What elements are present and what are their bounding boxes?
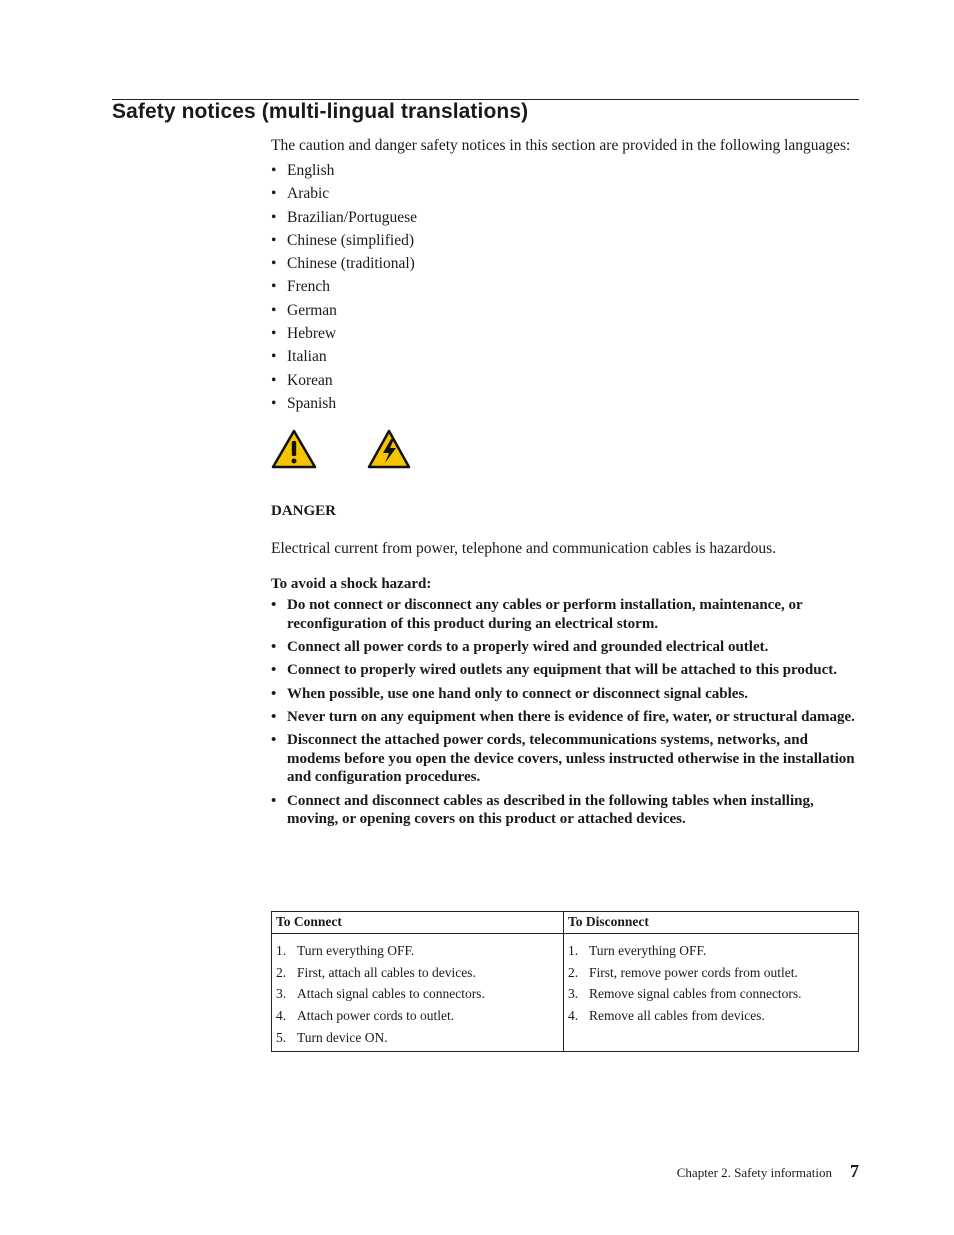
language-list bbox=[271, 159, 859, 415]
disconnect-steps-cell bbox=[564, 934, 859, 1052]
main-content bbox=[271, 136, 859, 834]
list-item bbox=[271, 206, 859, 229]
list-item bbox=[271, 345, 859, 368]
step-text: Turn everything OFF. bbox=[297, 943, 415, 958]
step-number: 1. bbox=[568, 943, 579, 958]
bullet: • bbox=[271, 792, 277, 809]
bullet: • bbox=[271, 371, 277, 389]
bullet: • bbox=[271, 162, 277, 179]
step-text: Turn everything OFF. bbox=[589, 943, 707, 958]
bullet: • bbox=[271, 208, 277, 226]
rule-text: Do not connect or disconnect any cables or perform installation, maintenance, or reconfiguration of this product during an electrical storm. bbox=[287, 597, 803, 632]
page-number: 7 bbox=[850, 1161, 859, 1181]
list-item bbox=[567, 983, 855, 1005]
connect-steps-cell bbox=[272, 934, 564, 1052]
hazard-icons bbox=[271, 429, 859, 473]
list-item bbox=[275, 983, 560, 1005]
bullet: • bbox=[271, 685, 277, 702]
rule-text: Connect and disconnect cables as described in the following tables when installing, moving, or opening covers on this product or attached devices. bbox=[287, 792, 814, 828]
step-number: 4. bbox=[276, 1008, 287, 1024]
list-item bbox=[275, 962, 560, 984]
table-header-row bbox=[272, 912, 859, 934]
list-item bbox=[271, 299, 859, 322]
step-number: 2. bbox=[276, 964, 287, 980]
cable-procedure-table bbox=[271, 911, 859, 1052]
language-label: Korean bbox=[287, 371, 333, 389]
rule-text: Connect all power cords to a properly wired and grounded electrical outlet. bbox=[287, 639, 769, 656]
list-item bbox=[271, 661, 859, 680]
language-label: Brazilian/Portuguese bbox=[287, 208, 417, 226]
page-title: Safety notices (multi-lingual translations) bbox=[112, 100, 529, 123]
caution-triangle-icon bbox=[271, 429, 317, 469]
step-number: 2. bbox=[568, 964, 579, 980]
step-text: Turn device ON. bbox=[297, 1029, 388, 1045]
list-item bbox=[271, 596, 859, 633]
list-item bbox=[271, 392, 859, 415]
connect-header: To Connect bbox=[272, 912, 564, 934]
page-footer bbox=[677, 1161, 859, 1182]
intro-paragraph: The caution and danger safety notices in this section are provided in the following languages: bbox=[271, 137, 851, 154]
list-item bbox=[271, 638, 859, 657]
disconnect-steps-list bbox=[567, 940, 855, 1027]
rule-text: Connect to properly wired outlets any equipment that will be attached to this product. bbox=[287, 662, 838, 679]
bullet: • bbox=[271, 185, 277, 203]
bullet: • bbox=[271, 255, 277, 273]
bullet: • bbox=[271, 639, 277, 656]
list-item bbox=[275, 1005, 560, 1027]
language-label: Italian bbox=[287, 348, 327, 366]
safety-rules-list bbox=[271, 596, 859, 829]
bullet: • bbox=[271, 231, 277, 249]
bullet: • bbox=[271, 325, 277, 343]
bullet: • bbox=[271, 394, 277, 412]
language-label: Chinese (traditional) bbox=[287, 255, 415, 273]
danger-text: Electrical current from power, telephone and communication cables is hazardous. bbox=[271, 540, 777, 558]
rule-text: Never turn on any equipment when there is evidence of fire, water, or structural damage. bbox=[287, 708, 855, 725]
list-item bbox=[271, 159, 859, 182]
list-item bbox=[271, 792, 859, 829]
step-text: First, remove power cords from outlet. bbox=[589, 964, 798, 980]
list-item bbox=[275, 1027, 560, 1049]
list-item bbox=[271, 182, 859, 205]
language-label: English bbox=[287, 162, 335, 179]
table-row bbox=[272, 934, 859, 1052]
chapter-label: Chapter 2. Safety information bbox=[676, 1165, 832, 1180]
bullet: • bbox=[271, 597, 277, 614]
step-text: Attach power cords to outlet. bbox=[297, 1008, 455, 1024]
step-number: 3. bbox=[276, 986, 287, 1002]
bullet: • bbox=[271, 348, 277, 366]
list-item bbox=[567, 1005, 855, 1027]
step-text: First, attach all cables to devices. bbox=[297, 964, 476, 980]
language-label: German bbox=[287, 301, 337, 319]
language-label: Hebrew bbox=[287, 325, 337, 343]
list-item bbox=[271, 708, 859, 727]
bullet: • bbox=[271, 278, 277, 296]
list-item bbox=[271, 252, 859, 275]
list-item bbox=[275, 940, 560, 962]
language-label: Spanish bbox=[287, 394, 337, 412]
step-number: 1. bbox=[276, 943, 287, 958]
danger-title: DANGER bbox=[271, 503, 337, 520]
list-item bbox=[271, 369, 859, 392]
language-label: Arabic bbox=[287, 185, 330, 203]
list-item bbox=[271, 685, 859, 704]
electrical-hazard-icon bbox=[367, 429, 411, 469]
bullet: • bbox=[271, 301, 277, 319]
avoid-heading: To avoid a shock hazard: bbox=[271, 576, 432, 593]
bullet: • bbox=[271, 662, 277, 679]
rule-text: Disconnect the attached power cords, telecommunications systems, networks, and modems before you open the device covers, unless instructed otherwise in the installation and configuration procedures. bbox=[287, 731, 855, 786]
step-text: Remove signal cables from connectors. bbox=[589, 986, 802, 1002]
step-number: 5. bbox=[276, 1029, 287, 1045]
step-text: Remove all cables from devices. bbox=[589, 1008, 765, 1024]
connect-steps-list bbox=[275, 940, 560, 1048]
list-item bbox=[567, 962, 855, 984]
list-item bbox=[271, 275, 859, 298]
language-label: Chinese (simplified) bbox=[287, 231, 414, 249]
bullet: • bbox=[271, 708, 277, 725]
disconnect-header: To Disconnect bbox=[564, 912, 859, 934]
step-text: Attach signal cables to connectors. bbox=[297, 986, 485, 1002]
list-item bbox=[271, 322, 859, 345]
step-number: 3. bbox=[568, 986, 579, 1002]
list-item bbox=[271, 229, 859, 252]
step-number: 4. bbox=[568, 1008, 579, 1024]
rule-text: When possible, use one hand only to connect or disconnect signal cables. bbox=[287, 685, 749, 702]
list-item bbox=[271, 731, 859, 787]
bullet: • bbox=[271, 731, 277, 748]
list-item bbox=[567, 940, 855, 962]
language-label: French bbox=[287, 278, 331, 296]
